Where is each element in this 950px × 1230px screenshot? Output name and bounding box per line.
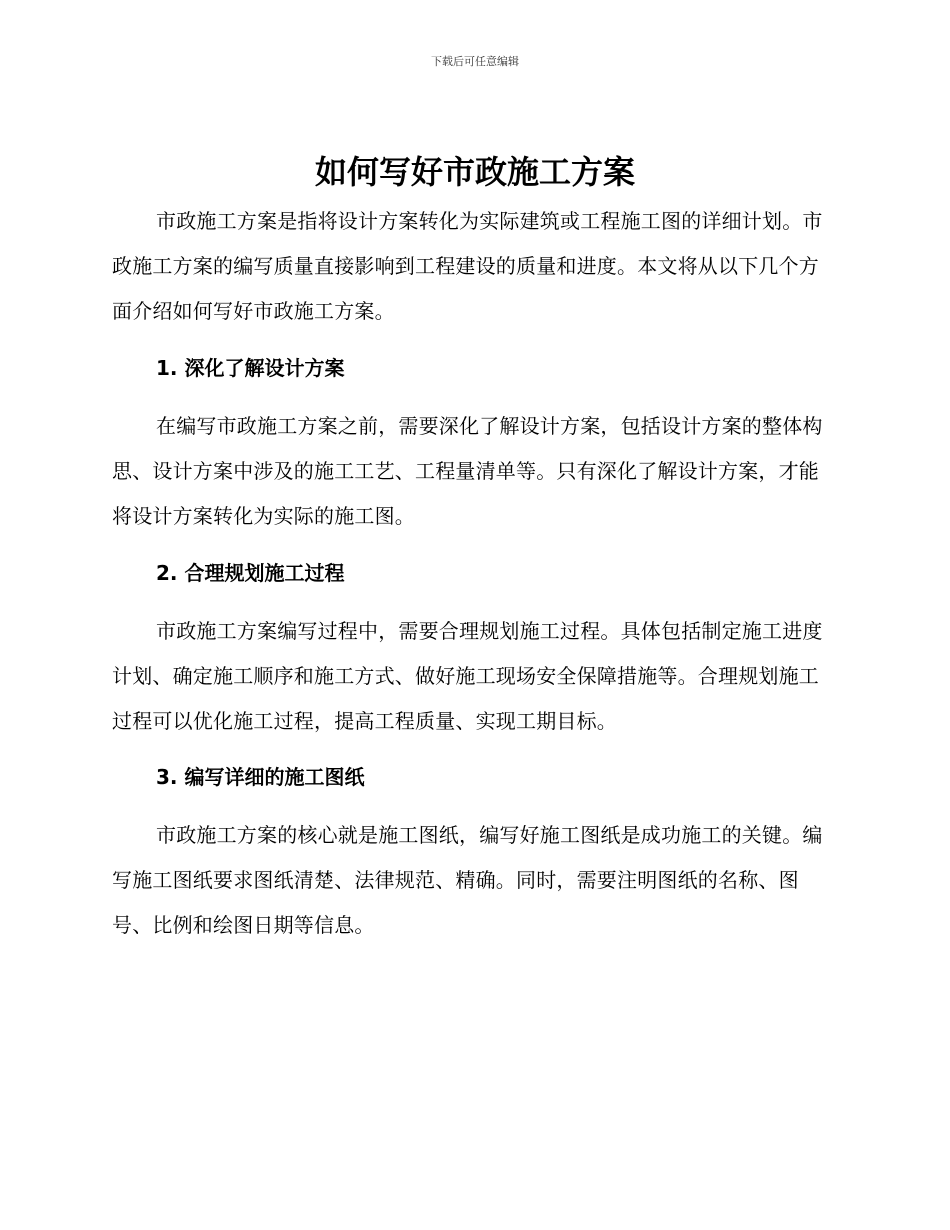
section-body-1: 在编写市政施工方案之前，需要深化了解设计方案，包括设计方案的整体构思、设计方案中涉及的施工工艺、工程量清单等。只有深化了解设计方案，才能将设计方案转化为实际的施工图。: [112, 414, 823, 528]
section-heading-3: 3. 编写详细的施工图纸: [156, 765, 365, 789]
header-note: 下载后可任意编辑: [431, 55, 519, 68]
section-body-2: 市政施工方案编写过程中，需要合理规划施工过程。具体包括制定施工进度计划、确定施工顺序和施工方式、做好施工现场安全保障措施等。合理规划施工过程可以优化施工过程，提高工程质量、实现工期目标。: [112, 619, 823, 733]
section-heading-1: 1. 深化了解设计方案: [156, 356, 345, 380]
intro-paragraph: 市政施工方案是指将设计方案转化为实际建筑或工程施工图的详细计划。市政施工方案的编写质量直接影响到工程建设的质量和进度。本文将从以下几个方面介绍如何写好市政施工方案。: [112, 209, 823, 323]
section-body-3: 市政施工方案的核心就是施工图纸，编写好施工图纸是成功施工的关键。编写施工图纸要求图纸清楚、法律规范、精确。同时，需要注明图纸的名称、图号、比例和绘图日期等信息。: [112, 823, 823, 937]
section-heading-2: 2. 合理规划施工过程: [156, 561, 345, 585]
document-title: 如何写好市政施工方案: [314, 153, 635, 191]
